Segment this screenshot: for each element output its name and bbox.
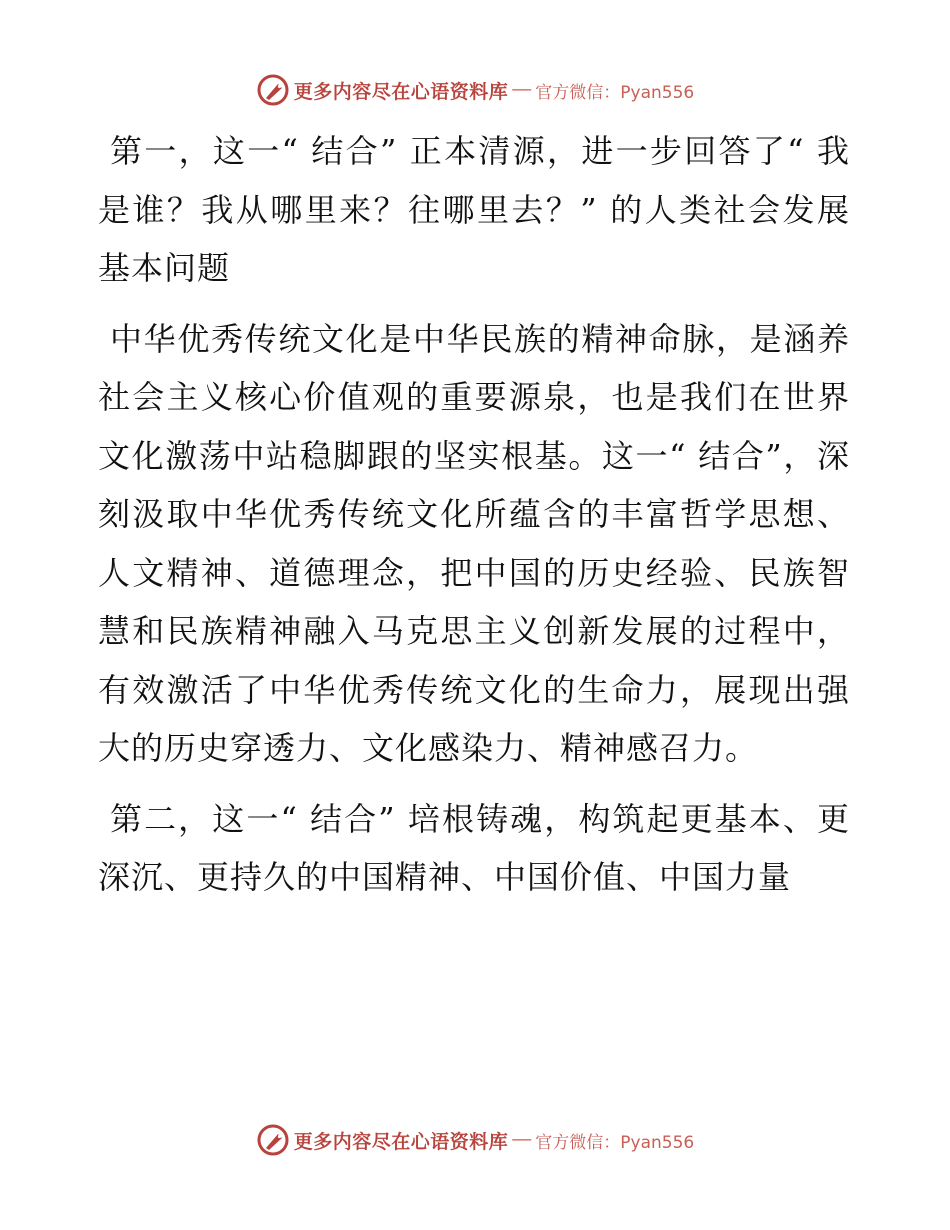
paragraph-body-1: 中华优秀传统文化是中华民族的精神命脉，是涵养社会主义核心价值观的重要源泉，也是我们在世界文化激荡中站稳脚跟的坚实根基。这一“ 结合”，深刻汲取中华优秀传统文化所蕴含的丰富哲学思想、人文精神、道德理念，把中国的历史经验、民族智慧和民族精神融入马克思主义创新发展的过程中，有效激活了中华优秀传统文化的生命力，展现出强大的历史穿透力、文化感染力、精神感召力。: [98, 319, 850, 767]
footer-banner-content: [256, 1123, 694, 1157]
footer-banner-separator: —: [512, 1129, 532, 1150]
header-banner-title: 更多内容尽在心语资料库: [293, 80, 509, 103]
pen-nib-icon: [256, 1123, 290, 1157]
footer-banner: [0, 1120, 950, 1160]
header-banner-wechat: 官方微信：Pyan556: [535, 82, 695, 103]
paragraph-heading-2: 第二，这一“ 结合” 培根铸魂，构筑起更基本、更深沉、更持久的中国精神、中国价值、中国力量: [98, 799, 850, 896]
header-banner: [0, 70, 950, 110]
header-banner-content: [256, 73, 694, 107]
header-banner-separator: —: [512, 79, 532, 100]
document-body: [98, 122, 850, 907]
paragraph-heading-1: 第一，这一“ 结合” 正本清源，进一步回答了“ 我是谁？我从哪里来？往哪里去？” 的人类社会发展基本问题: [98, 132, 850, 287]
footer-banner-title: 更多内容尽在心语资料库: [293, 1130, 509, 1153]
footer-banner-wechat: 官方微信：Pyan556: [535, 1132, 695, 1153]
pen-nib-icon: [256, 73, 290, 107]
